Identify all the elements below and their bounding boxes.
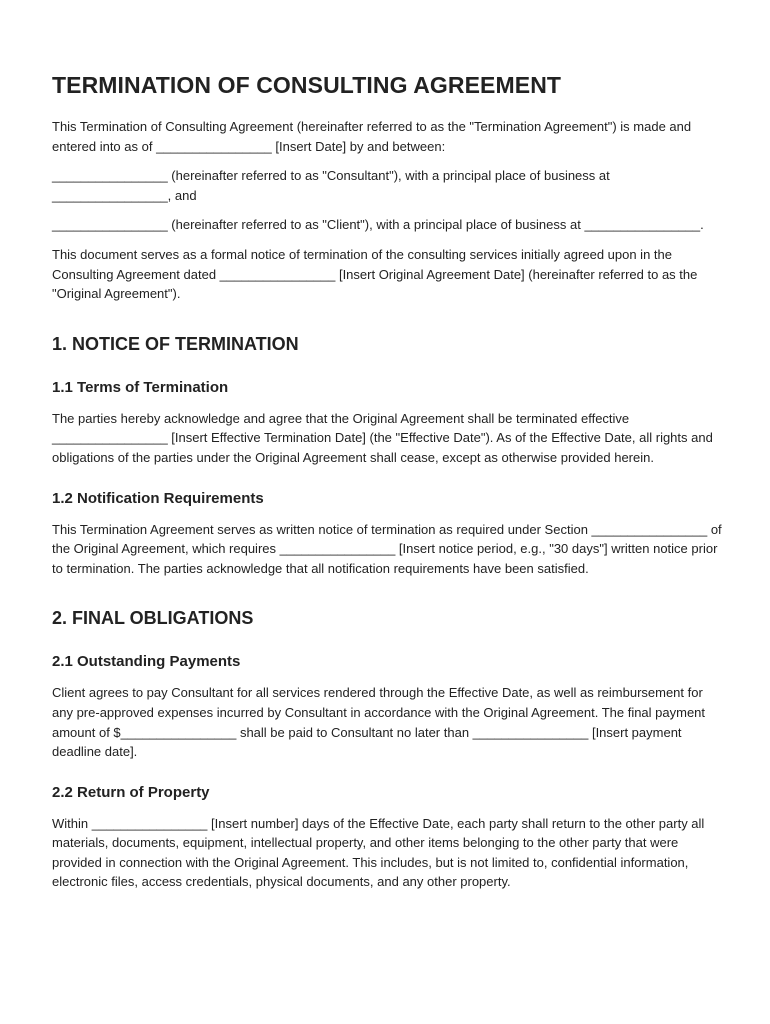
section-2-1-heading: 2.1 Outstanding Payments — [52, 653, 241, 671]
purpose-paragraph: This document serves as a formal notice of termination of the consulting services initially agreed upon in the Consulting Agreement dated ________________ [Insert Original Agreement Date] (hereinafter referred to as the "Original Agreement"). — [52, 246, 698, 302]
section-2-1-text: Client agrees to pay Consultant for all services rendered through the Effective Date, as well as reimbursement for any pre-approved expenses incurred by Consultant in accordance with the Original Agreement. The final payment amount of $________________ shall be paid to Consultant no later than ________________ [Insert payment deadline date]. — [52, 685, 706, 760]
document-title: TERMINATION OF CONSULTING AGREEMENT — [52, 72, 562, 98]
section-1-2-text: This Termination Agreement serves as written notice of termination as required under Section ________________ of the Original Agreement, which requires ________________ [Insert notice period, e.g., "30 days"] written notice prior to termination. The parties acknowledge that all notification requirements have been satisfied. — [52, 521, 722, 576]
section-2-2-heading: 2.2 Return of Property — [52, 783, 210, 801]
section-1-1-text: The parties hereby acknowledge and agree that the Original Agreement shall be terminated effective ________________ [Insert Effective Termination Date] (the "Effective Date"). As of the Effective Date, all rights and obligations of the parties under the Original Agreement shall cease, except as otherwise provided herein. — [52, 410, 713, 465]
consultant-party-paragraph: ________________ (hereinafter referred to as "Consultant"), with a principal place of business at ________________, and — [52, 168, 610, 203]
section-1-1-heading: 1.1 Terms of Termination — [52, 378, 229, 396]
section-2-heading: 2. FINAL OBLIGATIONS — [52, 608, 254, 629]
intro-paragraph: This Termination of Consulting Agreement (hereinafter referred to as the "Termination Agreement") is made and entered into as of ________________ [Insert Date] by and between: — [52, 119, 692, 154]
section-2-2-text: Within ________________ [Insert number] days of the Effective Date, each party shall return to the other party all materials, documents, equipment, intellectual property, and other items belonging to the other party that were provided in connection with the Original Agreement. This includes, but is not limited to, confidential information, electronic files, access credentials, physical documents, and any other property. — [52, 815, 705, 890]
client-party-paragraph: ________________ (hereinafter referred to as "Client"), with a principal place of business at ________________. — [52, 217, 704, 233]
section-1-heading: 1. NOTICE OF TERMINATION — [52, 333, 299, 354]
section-1-2-heading: 1.2 Notification Requirements — [52, 489, 264, 507]
document-page — [52, 70, 722, 892]
